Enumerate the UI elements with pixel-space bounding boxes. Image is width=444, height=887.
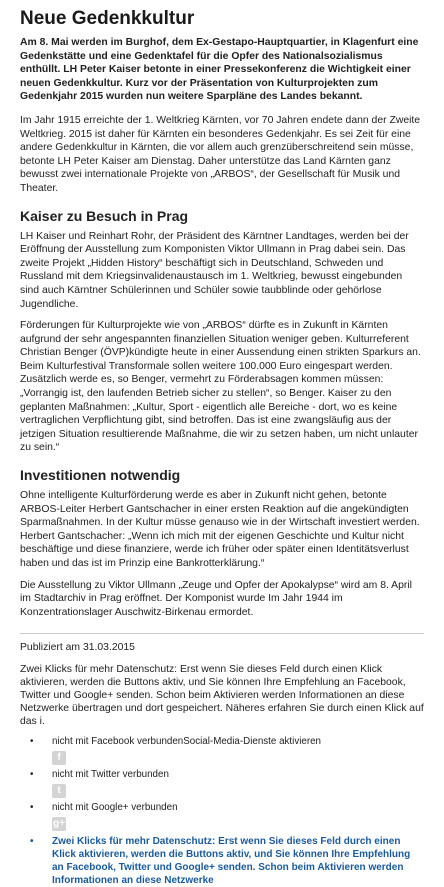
heading-prag: Kaiser zu Besuch in Prag (20, 207, 189, 224)
facebook-icon[interactable]: f (52, 751, 66, 765)
paragraph-intro: Im Jahr 1915 erreichte der 1. Weltkrieg Kärnten, vor 70 Jahren endete dann der Zweite Weltkrieg. 2015 ist daher für Kärnten ein besonderes Gedenkjahr. Es sei Zeit für eine andere Gedenkkultur in Kärnten, die vor allem auch grenzüberschreitend sein müsse, betonte LH Peter Kaiser am Dienstag. Daher unterstütze das Land Kärnten ganz bewusst zwei internationale Projekte von „ARBOS“, der Gesellschaft für Musik und Theater. (20, 114, 421, 194)
page-title: Neue Gedenkkultur (20, 8, 195, 29)
lead-paragraph: Am 8. Mai werden im Burghof, dem Ex-Gestapo-Hauptquartier, in Klagenfurt eine Gedenkstätte und eine Gedenktafel für die Opfer des Nationalsozialismus enthüllt. LH Peter Kaiser betonte in einer Pressekonferenz die Wichtigkeit einer neuen Gedenkkultur. Kurz vor der Präsentation von Kulturprojekten zum Gedenkjahr 2015 wurden nun weitere Sparpläne des Landes bekannt. (20, 37, 419, 103)
twitter-icon[interactable]: t (52, 784, 66, 798)
divider (20, 633, 424, 634)
paragraph-gantschacher: Ohne intelligente Kulturförderung werde es aber in Zukunft nicht gehen, betonte ARBOS-Leiter Herbert Gantschacher in einer ersten Reaktion auf die angekündigten Sparmaßnahmen. In der Kultur müsse genauso wie in der Wirtschaft investiert werden. Herbert Gantschacher: „Wenn ich mich mit der eigenen Geschichte und Kultur nicht beschäftige und diese finanziere, werde ich früher oder später einen Identitätsverlust haben und das ist im Prinzip eine Bankrotterklärung.“ (20, 490, 420, 569)
share-item-googleplus[interactable] (30, 802, 424, 831)
paragraph-prag: LH Kaiser und Reinhart Rohr, der Präsident des Kärntner Landtages, werden bei der Eröffnung der Ausstellung zum Komponisten Viktor Ullmann in Prag dabei sein. Das zweite Projekt „Hidden History“ beschäftigt sich in Deutschland, Schweden und Russland mit dem Kriegsinvalidenaustausch im 1. Weltkrieg, bewusst eingebunden sind auch Kärntner Schülerinnen und Schüler sowie taubblinde oder gehörlose Jugendliche. (20, 230, 409, 310)
paragraph-foerderungen: Förderungen für Kulturprojekte wie von „ARBOS“ dürfte es in Zukunft in Kärnten aufgrund der sehr angespannten finanziellen Situation weniger geben. Kulturreferent Christian Benger (ÖVP)kündigte heute in einer Aussendung einen strikten Sparkurs an. Beim Kulturfestival Transformale sollen weitere 100.000 Euro eingespart werden. Zusätzlich werde es, so Benger, vermehrt zu Förderabsagen kommen müssen: „Vorrangig ist, den laufenden Betrieb sicher zu stellen“, so Benger. Kaiser zu den geplanten Maßnahmen: „Kultur, Sport - eigentlich alle Bereiche - dort, wo es keine vertraglichen Verpflichtung gibt, sind betroffen. Das ist eine zwangsläufig aus der jetzigen Situation resultierende Maßnahme, die wir zu setzen haben, um nicht unlauter zu sein.“ (20, 320, 421, 454)
published-date: Publiziert am 31.03.2015 (20, 642, 135, 654)
privacy-note-2[interactable]: • Zwei Klicks für mehr Datenschutz: Erst wenn Sie dieses Feld durch einen Klick aktivieren, werden die Buttons aktiv, und Sie können Ihre Empfehlung an Facebook, Twitter und Google+ senden. Schon beim Aktivieren werden Informationen an diese Netzwerke (30, 835, 424, 887)
heading-investitionen: Investitionen notwendig (20, 467, 181, 484)
privacy-note-list (20, 835, 424, 887)
share-list (20, 736, 424, 831)
share-item-twitter[interactable] (30, 769, 424, 798)
share-label-twitter: nicht mit Twitter verbunden (52, 769, 169, 781)
share-label-googleplus: nicht mit Google+ verbunden (52, 802, 178, 814)
share-item-facebook[interactable] (30, 736, 424, 765)
paragraph-ausstellung: Die Ausstellung zu Viktor Ullmann „Zeuge und Opfer der Apokalypse“ wird am 8. April im Stadtarchiv in Prag eröffnet. Der Komponist wurde Im Jahr 1944 im Konzentrationslager Auschwitz-Birkenau ermordet. (20, 579, 412, 618)
googleplus-icon[interactable]: g+ (53, 818, 65, 830)
share-label-facebook: nicht mit Facebook verbundenSocial-Media-Dienste aktivieren (52, 736, 322, 748)
privacy-note: Zwei Klicks für mehr Datenschutz: Erst wenn Sie dieses Feld durch einen Klick aktivieren, werden die Buttons aktiv, und Sie können Ihre Empfehlung an Facebook, Twitter und Google+ senden. Schon beim Aktivieren werden Informationen an diese Netzwerke übertragen und dort gespeichert. Näheres erfahren Sie durch einen Klick auf das i. (20, 664, 424, 728)
